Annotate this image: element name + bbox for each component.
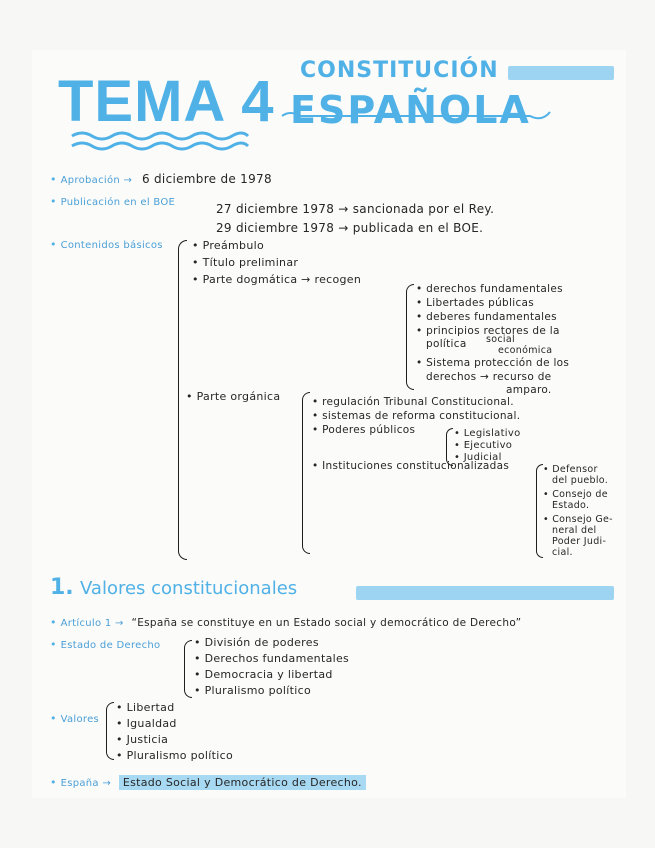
institucion-3c: Poder Judi-	[552, 536, 607, 547]
organica-item-4: • Instituciones constitucionalizadas	[312, 460, 510, 472]
valores-row: • Valores	[50, 712, 100, 725]
articulo-text: “España se constituye en un Estado social y democrático de Derecho”	[131, 617, 522, 629]
institucion-1b: del pueblo.	[552, 475, 609, 486]
publicacion-item-1: 27 diciembre 1978 → sancionada por el Rey.	[216, 202, 495, 216]
organica-brace	[302, 392, 310, 554]
espana-row: • España → Estado Social y Democrático de Derecho.	[50, 776, 366, 789]
aprobacion-label: Aprobación →	[60, 175, 133, 186]
estado-item-2: • Derechos fundamentales	[194, 652, 350, 665]
dogmatica-item-5: • Sistema protección de los	[416, 357, 570, 369]
aprobacion-row: • Aprobación → 6 diciembre de 1978	[50, 172, 272, 186]
poder-judicial: • Judicial	[454, 452, 502, 463]
tema-title: TEMA 4	[58, 69, 275, 134]
contenido-preambulo: • Preámbulo	[192, 239, 264, 252]
publicacion-row: • Publicación en el BOE	[50, 195, 176, 208]
contenido-parte-dogmatica: • Parte dogmática → recogen	[192, 273, 362, 286]
section1-title: Valores constitucionales	[80, 578, 298, 599]
institucion-2a: • Consejo de	[543, 489, 608, 500]
estado-row: • Estado de Derecho	[50, 638, 161, 651]
valores-label: Valores	[60, 714, 100, 725]
dogmatica-item-4: • principios rectores de la	[416, 325, 560, 337]
contenido-parte-organica: • Parte orgánica	[186, 390, 281, 403]
organica-item-3: • Poderes públicos	[312, 424, 416, 436]
valores-item-2: • Igualdad	[116, 717, 177, 730]
title-strike-icon	[280, 106, 560, 124]
section1-highlight-bar	[356, 586, 614, 600]
dogmatica-brace	[406, 284, 414, 390]
aprobacion-value: 6 diciembre de 1978	[141, 172, 272, 186]
title-line1: CONSTITUCIÓN	[300, 58, 499, 83]
estado-item-4: • Pluralismo político	[194, 684, 311, 697]
estado-brace	[184, 640, 192, 698]
institucion-3b: neral del	[552, 525, 597, 536]
espana-text: Estado Social y Democrático de Derecho.	[119, 775, 366, 790]
estado-item-1: • División de poderes	[194, 636, 319, 649]
section1-number: 1.	[50, 575, 74, 600]
estado-label: Estado de Derecho	[60, 640, 161, 651]
institucion-1a: • Defensor	[543, 464, 598, 475]
valores-item-3: • Justicia	[116, 733, 169, 746]
valores-brace	[106, 702, 114, 760]
title-highlight-bar	[508, 66, 614, 80]
valores-item-4: • Pluralismo político	[116, 749, 233, 762]
poder-ejecutivo: • Ejecutivo	[454, 440, 513, 451]
articulo-row: • Artículo 1 → “España se constituye en un Estado social y democrático de Derecho”	[50, 616, 522, 629]
valores-item-1: • Libertad	[116, 701, 175, 714]
publicacion-label: Publicación en el BOE	[60, 197, 176, 208]
poder-legislativo: • Legislativo	[454, 428, 521, 439]
title-line2: ESPAÑOLA	[290, 88, 531, 132]
instituciones-brace	[536, 464, 543, 558]
dogmatica-item-2: • Libertades públicas	[416, 297, 535, 309]
organica-item-2: • sistemas de reforma constitucional.	[312, 410, 521, 422]
contenidos-row: • Contenidos básicos	[50, 238, 163, 251]
contenidos-label: Contenidos básicos	[60, 240, 163, 251]
contenido-titulo-preliminar: • Título preliminar	[192, 256, 299, 269]
dogmatica-item-3: • deberes fundamentales	[416, 311, 557, 323]
organica-item-1: • regulación Tribunal Constitucional.	[312, 396, 514, 408]
institucion-3a: • Consejo Ge-	[543, 514, 613, 525]
dogmatica-economica: económica	[498, 345, 553, 356]
dogmatica-item-5b: derechos → recurso de	[426, 371, 552, 383]
articulo-label: Artículo 1 →	[60, 618, 124, 629]
estado-item-3: • Democracia y libertad	[194, 668, 333, 681]
dogmatica-social: social	[486, 334, 515, 345]
institucion-2b: Estado.	[552, 500, 590, 511]
institucion-3d: cial.	[552, 547, 573, 558]
dogmatica-item-1: • derechos fundamentales	[416, 283, 563, 295]
wave-underline-icon	[70, 128, 250, 154]
espana-label: España →	[60, 778, 112, 789]
dogmatica-item-4b: política	[426, 338, 467, 350]
publicacion-item-2: 29 diciembre 1978 → publicada en el BOE.	[216, 221, 484, 235]
dogmatica-item-5c: amparo.	[506, 384, 552, 396]
